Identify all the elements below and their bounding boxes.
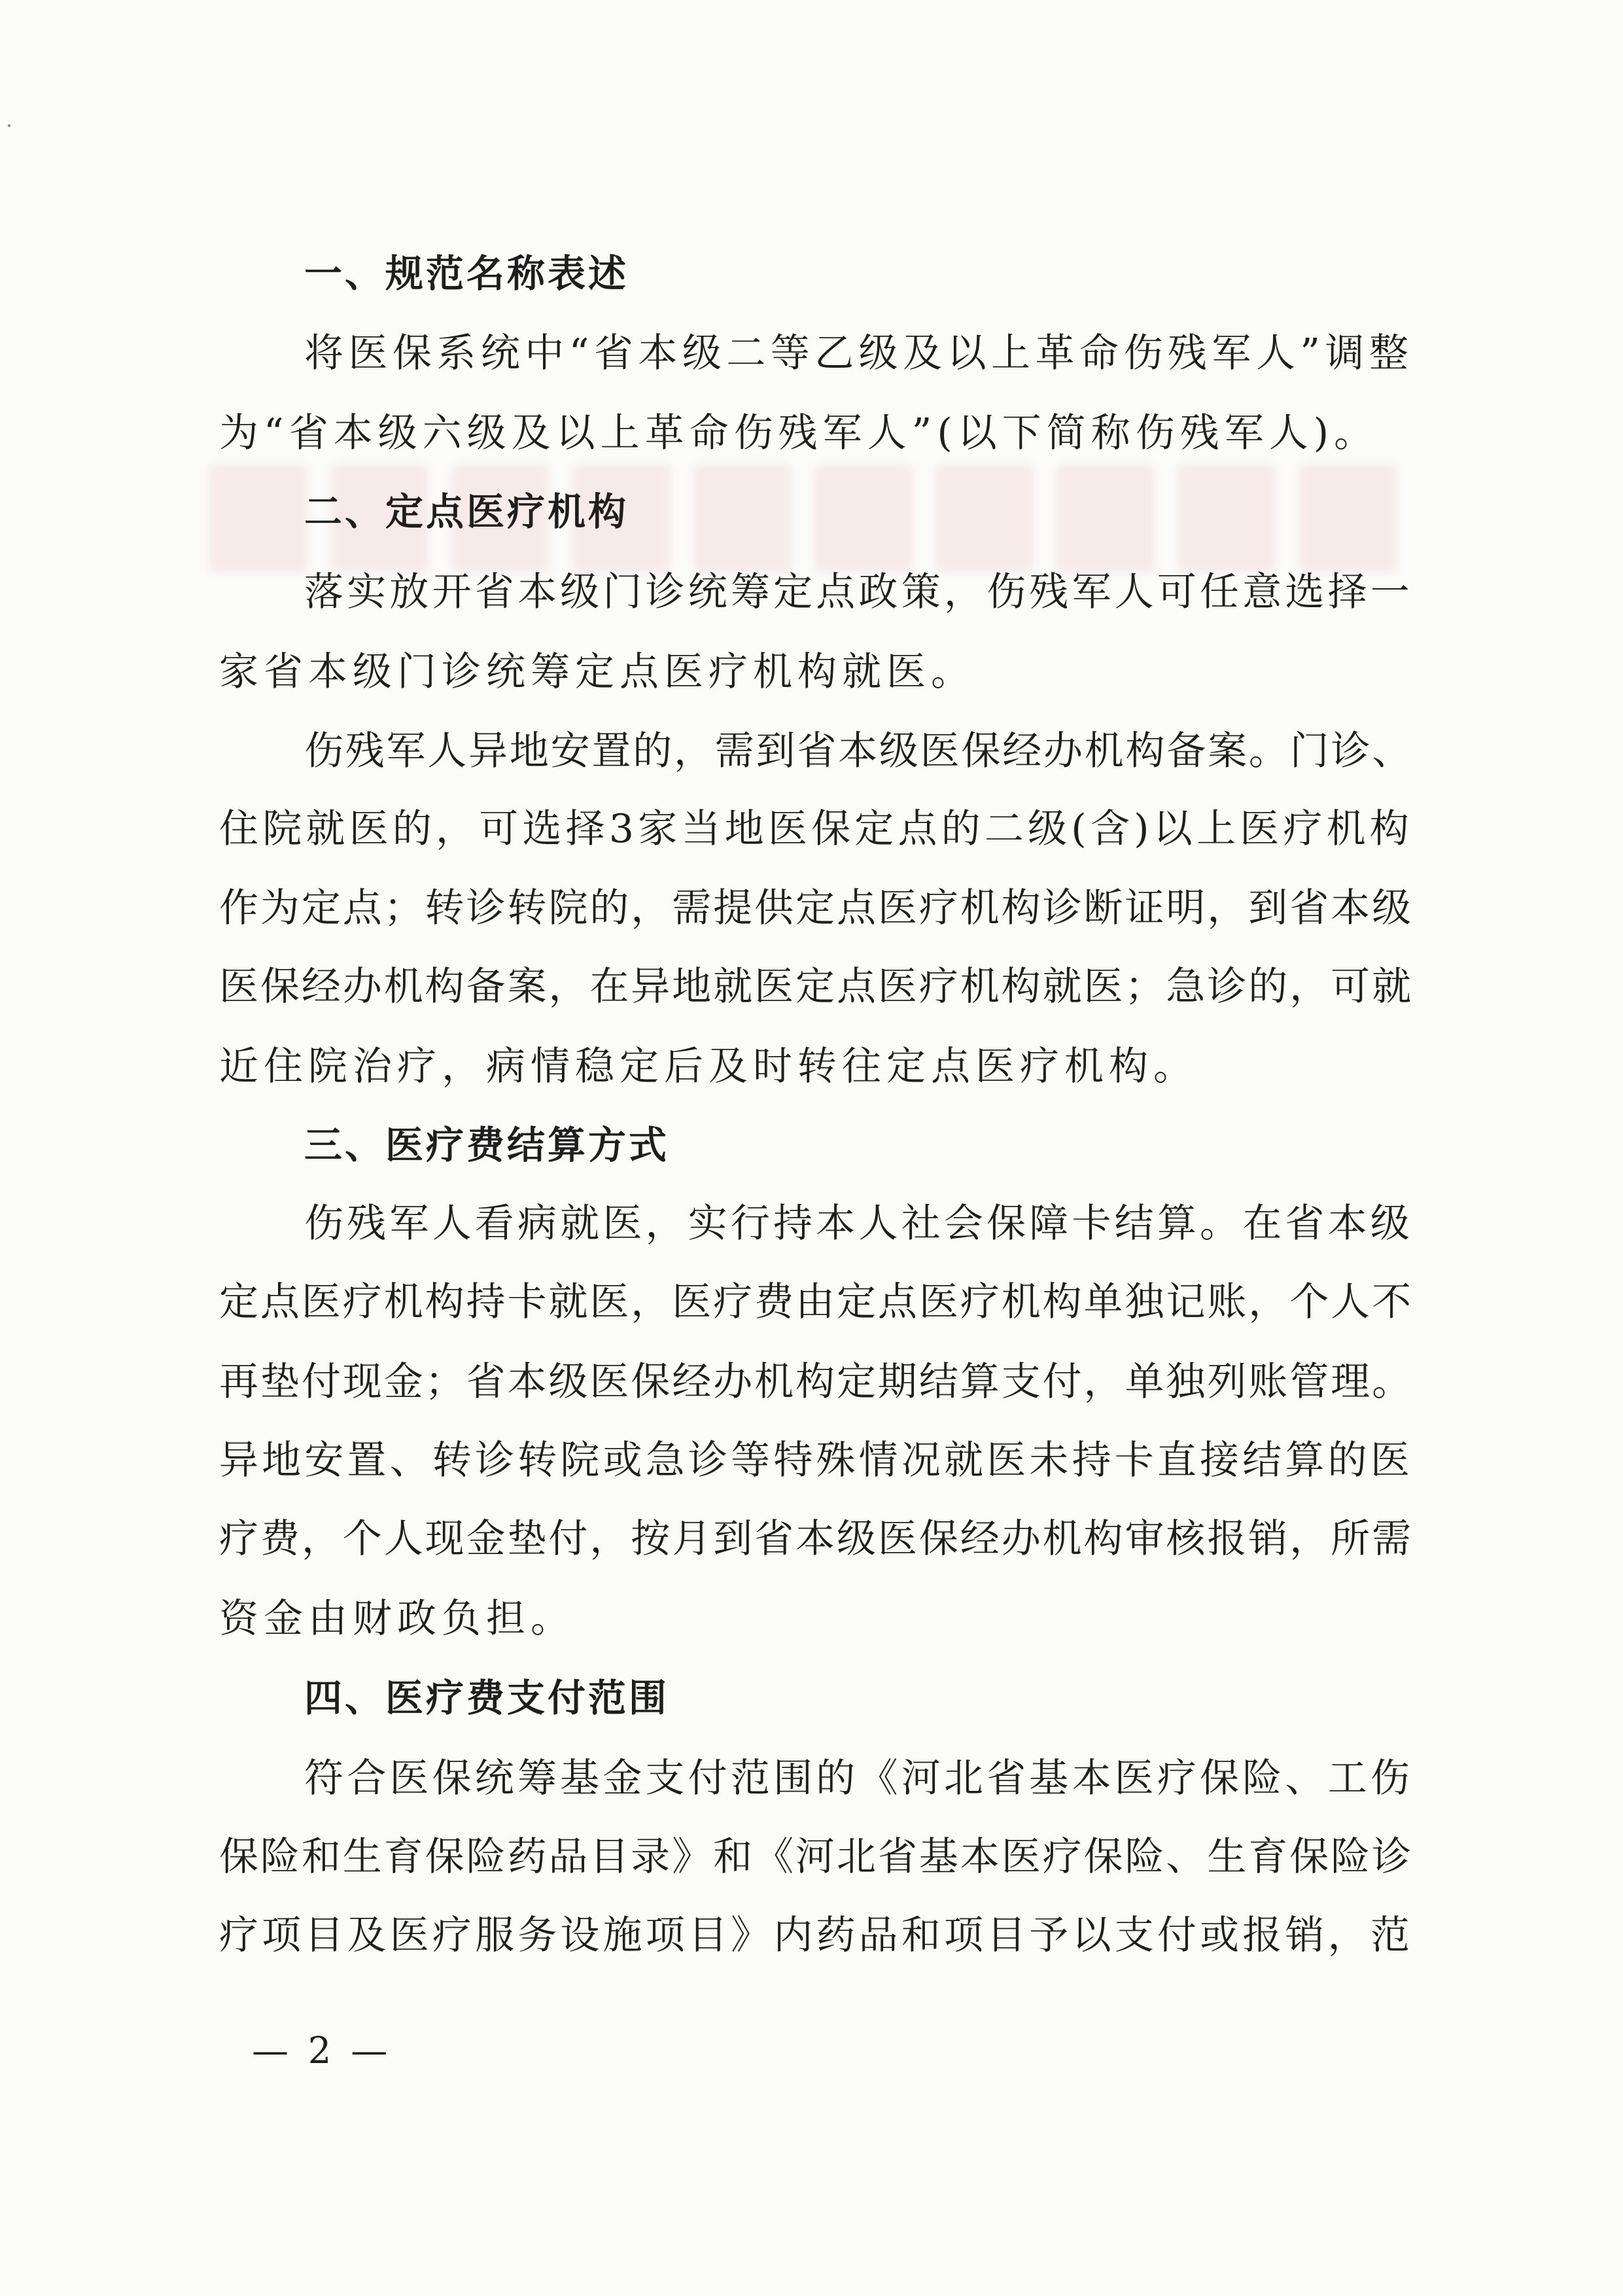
paragraph-line: 再垫付现金；省本级医保经办机构定期结算支付，单独列账管理。 [219,1359,1413,1405]
paragraph-line: 家省本级门诊统筹定点医疗机构就医。 [219,649,975,695]
paragraph-line: 作为定点；转诊转院的，需提供定点医疗机构诊断证明，到省本级 [219,885,1413,931]
paragraph-line: 异地安置、转诊转院或急诊等特殊情况就医未持卡直接结算的医 [219,1438,1413,1483]
paragraph-line: 将医保系统中“省本级二等乙级及以上革命伤残军人”调整 [304,330,1414,376]
paragraph-line: 为“省本级六级及以上革命伤残军人”(以下简称伤残军人)。 [219,410,1379,456]
page-number: — 2 — [252,2030,392,2072]
scan-speck [8,124,10,127]
paragraph-line: 资金由财政负担。 [219,1596,575,1642]
paragraph-line: 疗项目及医疗服务设施项目》内药品和项目予以支付或报销，范 [219,1913,1413,1958]
paragraph-line: 疗费，个人现金垫付，按月到省本级医保经办机构审核报销，所需 [219,1516,1413,1562]
paragraph-line: 伤残军人异地安置的，需到省本级医保经办机构备案。门诊、 [304,728,1413,774]
paragraph-line: 医保经办机构备案，在异地就医定点医疗机构就医；急诊的，可就 [219,964,1413,1010]
paragraph-line: 住院就医的，可选择3家当地医保定点的二级(含)以上医疗机构 [219,806,1413,852]
paragraph-line: 符合医保统筹基金支付范围的《河北省基本医疗保险、工伤 [304,1756,1413,1801]
section-heading: 二、定点医疗机构 [304,489,629,534]
paragraph-line: 近住院治疗，病情稳定后及时转往定点医疗机构。 [219,1044,1198,1089]
paragraph-line: 定点医疗机构持卡就医，医疗费由定点医疗机构单独记账，个人不 [219,1279,1413,1325]
section-heading: 一、规范名称表述 [304,251,629,296]
section-heading: 四、医疗费支付范围 [304,1676,670,1720]
section-heading: 三、医疗费结算方式 [304,1123,670,1167]
paragraph-line: 落实放开省本级门诊统筹定点政策，伤残军人可任意选择一 [304,569,1413,615]
paragraph-line: 伤残军人看病就医，实行持本人社会保障卡结算。在省本级 [304,1201,1413,1246]
paragraph-line: 保险和生育保险药品目录》和《河北省基本医疗保险、生育保险诊 [219,1834,1413,1880]
